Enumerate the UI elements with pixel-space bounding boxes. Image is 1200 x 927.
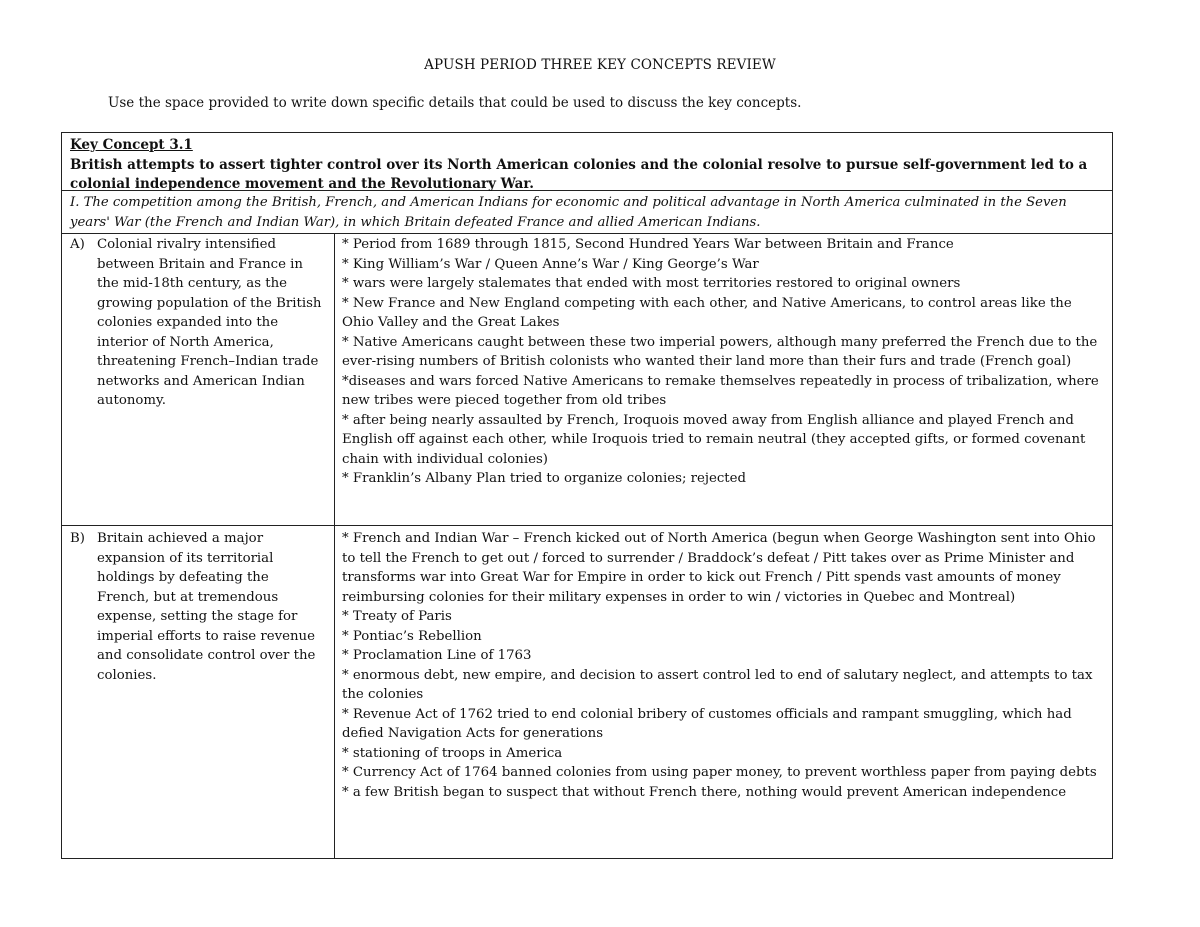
note-line: * New France and New England competing with each other, and Native Americans, to control areas like the Ohio Valley and the Great Lakes (342, 295, 1072, 330)
row-a-notes (342, 235, 1106, 489)
row-b-concept (70, 529, 324, 685)
concept-statement: British attempts to assert tighter control over its North American colonies and the colonial resolve to pursue self-government led to a colonial independence movement and the Revolutionary War. (70, 156, 1088, 192)
note-line: * after being nearly assaulted by French, Iroquois moved away from English alliance and played French and English off against each other, while Iroquois tried to remain neutral (they accepted gifts, or formed covenant chain with individual colonies) (342, 412, 1086, 467)
row-b-notes (342, 529, 1106, 802)
concept-table (61, 132, 1113, 859)
note-line: * wars were largely stalemates that ended with most territories restored to original owners (342, 276, 961, 291)
note-line: * French and Indian War – French kicked out of North America (begun when George Washington sent into Ohio to tell the French to get out / forced to surrender / Braddock’s defeat / Pitt takes over as Prime Minister and transforms war into Great War for Empire in order to kick out French / Pitt spends vast amounts of money reimbursing colonies for their military expenses in order to win / victories in Quebec and Montreal) (342, 531, 1096, 605)
document-title: APUSH PERIOD THREE KEY CONCEPTS REVIEW (424, 57, 776, 73)
row-a-concept-text: Colonial rivalry intensified between Britain and France in the mid-18th century, as the growing population of the British colonies expanded into the interior of North America, threatening French–Indian trade networks and American Indian autonomy. (97, 237, 322, 408)
row-b-concept-text: Britain achieved a major expansion of its territorial holdings by defeating the French, but at tremendous expense, setting the stage for imperial efforts to raise revenue and consolidate control over the colonies. (97, 531, 316, 683)
note-line: * Native Americans caught between these two imperial powers, although many preferred the French due to the ever-rising numbers of British colonists who wanted their land more than their furs and trade (French goal) (342, 334, 1098, 369)
note-line: *diseases and wars forced Native Americans to remake themselves repeatedly in process of tribalization, where new tribes were pieced together from old tribes (342, 373, 1099, 408)
row-a-concept (70, 235, 324, 411)
note-line: * Franklin’s Albany Plan tried to organize colonies; rejected (342, 471, 747, 486)
concept-header (62, 133, 1112, 191)
note-line: * Period from 1689 through 1815, Second Hundred Years War between Britain and France (342, 237, 954, 252)
subconcept-statement: I. The competition among the British, French, and American Indians for economic and political advantage in North America culminated in the Seven years' War (the French and Indian War), in which Britain defeated France and allied American Indians. (62, 191, 1112, 234)
note-line: * Treaty of Paris (342, 609, 452, 624)
note-line: * Revenue Act of 1762 tried to end colonial bribery of customes officials and rampant smuggling, which had defied Navigation Acts for generations (342, 706, 1072, 741)
note-line: * stationing of troops in America (342, 745, 563, 761)
row-b-letter: B) (70, 531, 85, 546)
note-line: * Proclamation Line of 1763 (342, 648, 532, 663)
concept-label: Key Concept 3.1 (70, 137, 193, 153)
row-a-letter: A) (70, 237, 85, 252)
note-line: * enormous debt, new empire, and decision to assert control led to end of salutary neglect, and attempts to tax the colonies (342, 667, 1093, 702)
column-divider (334, 234, 335, 858)
instructions-text: Use the space provided to write down specific details that could be used to discuss the key concepts. (108, 95, 802, 111)
note-line: * Pontiac’s Rebellion (342, 628, 482, 644)
row-divider (62, 525, 1112, 526)
note-line: * a few British began to suspect that without French there, nothing would prevent American independence (342, 784, 1067, 800)
note-line: * Currency Act of 1764 banned colonies from using paper money, to prevent worthless paper from paying debts (342, 765, 1097, 780)
note-line: * King William’s War / Queen Anne’s War / King George’s War (342, 256, 759, 272)
